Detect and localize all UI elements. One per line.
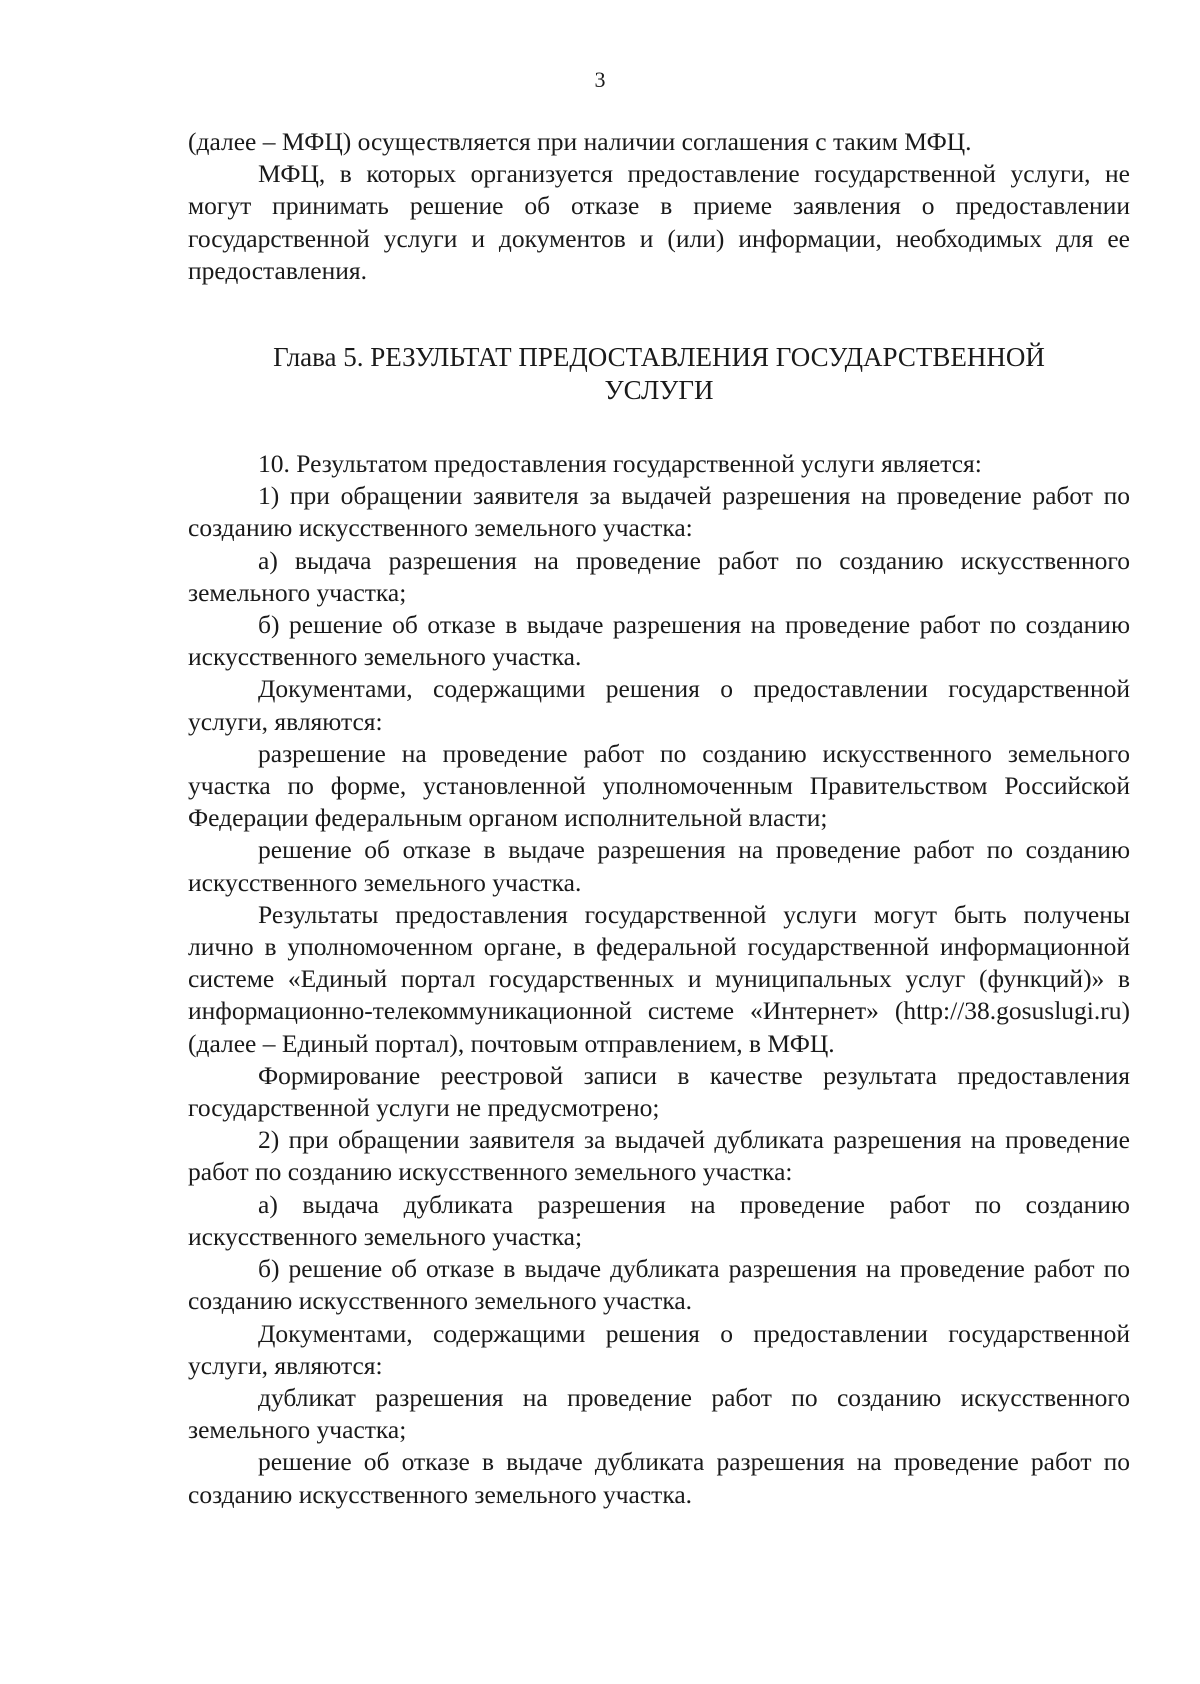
paragraph-subitem-2a: а) выдача дубликата разрешения на проведение работ по созданию искусственного земельного участка; xyxy=(188,1189,1130,1251)
page-number: 3 xyxy=(594,67,606,92)
paragraph-results-delivery: Результаты предоставления государственной услуги могут быть получены лично в уполномоченном органе, в федеральной государственной информационной системе «Единый портал государственных и муниципальных услуг (функций)» в информационно-телекоммуникационной системе «Интернет» (http://38.gosuslugi.ru) (далее – Единый портал), почтовым отправлением, в МФЦ. xyxy=(188,899,1130,1058)
paragraph-subitem-1b: б) решение об отказе в выдаче разрешения на проведение работ по созданию искусственного земельного участка. xyxy=(188,610,1130,672)
paragraph-subitem-1: 1) при обращении заявителя за выдачей разрешения на проведение работ по созданию искусственного земельного участка: xyxy=(188,481,1130,543)
paragraph-duplicate-permit: дубликат разрешения на проведение работ по созданию искусственного земельного участка; xyxy=(188,1382,1130,1445)
paragraph-mfc-restriction: МФЦ, в которых организуется предоставление государственной услуги, не могут принимать решение об отказе в приеме заявления о предоставлении государственной услуги и документов и (или) информации, необходимых для ее предоставления. xyxy=(188,159,1130,285)
paragraph-duplicate-refusal: решение об отказе в выдаче дубликата разрешения на проведение работ по созданию искусственного земельного участка. xyxy=(188,1447,1130,1509)
paragraph-documents-2: Документами, содержащими решения о предоставлении государственной услуги, являются: xyxy=(188,1318,1130,1380)
paragraph-documents-1: Документами, содержащими решения о предоставлении государственной услуги, являются: xyxy=(188,674,1130,736)
paragraph-item-10: 10. Результатом предоставления государственной услуги является: xyxy=(258,449,982,479)
chapter-heading: Глава 5. РЕЗУЛЬТАТ ПРЕДОСТАВЛЕНИЯ ГОСУДАРСТВЕННОЙ УСЛУГИ xyxy=(273,342,1045,405)
paragraph-permit: разрешение на проведение работ по созданию искусственного земельного участка по форме, установленной уполномоченным Правительством Российской Федерации федеральным органом исполнительной власти; xyxy=(188,738,1130,833)
paragraph-refusal: решение об отказе в выдаче разрешения на проведение работ по созданию искусственного земельного участка. xyxy=(188,835,1130,897)
paragraph-subitem-2b: б) решение об отказе в выдаче дубликата разрешения на проведение работ по созданию искусственного земельного участка. xyxy=(188,1254,1130,1316)
paragraph-subitem-1a: а) выдача разрешения на проведение работ по созданию искусственного земельного участка; xyxy=(188,545,1130,607)
paragraph-registry-record: Формирование реестровой записи в качестве результата предоставления государственной услуги не предусмотрено; xyxy=(188,1060,1130,1123)
document-body xyxy=(188,126,1130,1511)
paragraph-subitem-2: 2) при обращении заявителя за выдачей дубликата разрешения на проведение работ по созданию искусственного земельного участка: xyxy=(188,1125,1130,1187)
paragraph-intro-continuation: (далее – МФЦ) осуществляется при наличии соглашения с таким МФЦ. xyxy=(188,127,972,156)
